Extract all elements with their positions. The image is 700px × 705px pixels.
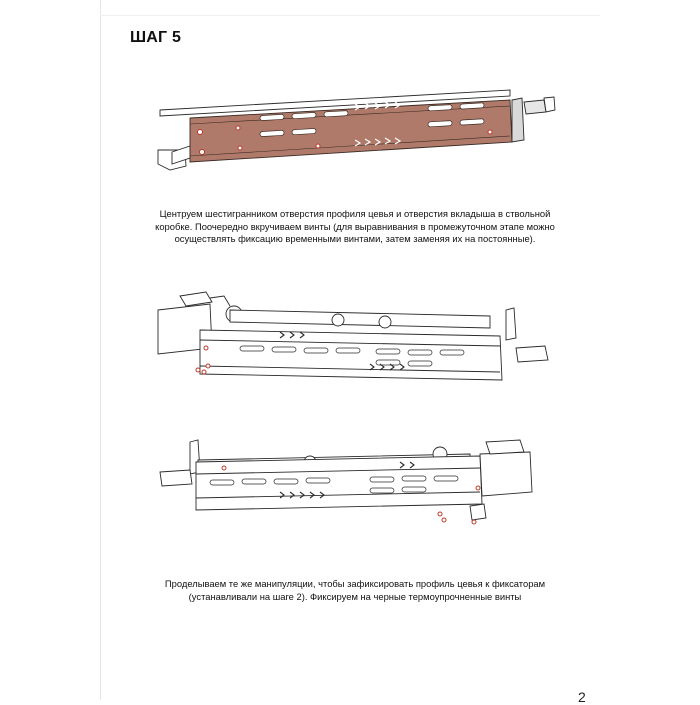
installed-handguard-opposite-view [140, 432, 540, 532]
page-top-edge [100, 15, 600, 16]
installed-handguard-side-view [150, 288, 560, 388]
instruction-caption-1: Центруем шестигранником отверстия профиля цевья и отверстия вкладыша в ствольной коробке. Поочередно вкручиваем винты (для выравнивания в промежуточном этапе можно осуществлять фиксацию временными винтами, затем заменяя их на постоянные). [155, 208, 555, 245]
handguard-mount-illustration [150, 88, 560, 180]
page-number: 2 [578, 689, 586, 705]
step-title: ШАГ 5 [130, 29, 182, 46]
instruction-caption-2: Проделываем те же манипуляции, чтобы зафиксировать профиль цевья к фиксаторам (устанавливали на шаге 2). Фиксируем на черные термоупрочненные винты [164, 578, 546, 602]
page-edge [100, 0, 101, 700]
